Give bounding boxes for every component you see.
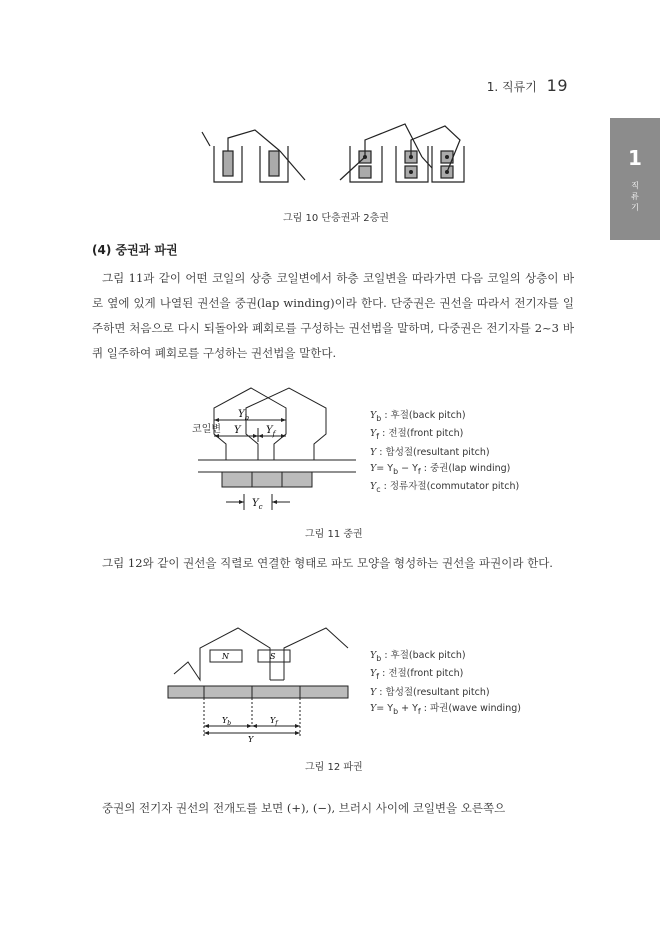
legend-row: $Y_f$ : 전절(front pitch) <box>370 668 464 682</box>
running-header <box>487 76 568 95</box>
figure-12-legend <box>370 648 521 719</box>
fig11-yf-label: $Y_f$ <box>266 425 276 438</box>
legend-row: $Y= Y_b + Y_f$ : 파권(wave winding) <box>370 702 521 716</box>
fig11-yb-label: $Y_b$ <box>238 409 250 422</box>
fig12-pole-s: S <box>270 652 276 661</box>
paragraph-lap-development: 중권의 전기자 권선의 전개도를 보면 (+), (−), 브러시 사이에 코일변을 오른쪽으 <box>102 801 506 815</box>
fig12-yf-label: $Y_f$ <box>270 716 278 727</box>
figure-11-caption: 그림 11 중권 <box>305 529 363 540</box>
chapter-side-tab <box>610 118 660 240</box>
figure-12-caption: 그림 12 파권 <box>305 762 363 773</box>
paragraph-wave-winding: 그림 12와 같이 권선을 직렬로 연결한 형태로 파도 모양을 형성하는 권선을 파권이라 한다. <box>102 556 553 570</box>
figure-10-diagram <box>200 120 490 200</box>
fig11-yc-label: $Y_c$ <box>252 498 263 511</box>
figure-11-legend <box>370 408 519 498</box>
tab-char-2: 류 <box>631 192 639 201</box>
fig12-y-label: Y <box>248 735 254 744</box>
coil-side-label: 코일변 <box>192 424 221 435</box>
chapter-tab-number: 1 <box>628 146 642 170</box>
fig12-yb-label: $Y_b$ <box>222 716 232 727</box>
chapter-title: 1. 직류기 <box>486 80 537 94</box>
figure-10-caption: 그림 10 단층권과 2층권 <box>283 213 389 224</box>
legend-row: $Y_b$ : 후절(back pitch) <box>370 650 466 663</box>
page-number: 19 <box>546 76 568 95</box>
fig11-y-label: Y <box>234 425 241 436</box>
chapter-tab-label <box>610 180 660 213</box>
tab-char-1: 직 <box>631 181 639 190</box>
fig12-pole-n: N <box>222 652 229 661</box>
legend-row: $Y= Y_b - Y_f$ : 중권(lap winding) <box>370 462 511 476</box>
legend-row: $Y_f$ : 전절(front pitch) <box>370 428 464 442</box>
legend-row: Y : 합성절(resultant pitch) <box>370 686 490 698</box>
legend-row: Y : 합성절(resultant pitch) <box>370 446 490 458</box>
figure-11-diagram <box>186 384 356 514</box>
legend-row: $Y_b$ : 후절(back pitch) <box>370 410 466 423</box>
tab-char-3: 기 <box>631 203 639 212</box>
paragraph-lap-winding: 그림 11과 같이 어떤 코일의 상층 코일변에서 하층 코일변을 따라가면 다음 코일의 상층이 바로 옆에 있게 나열된 권선을 중권(lap winding)이라 한다. 단중권은 권선을 따라서 전기자를 일주하면 처음으로 다시 되돌아와 폐회로를 구성하는 권선법을 말하며, 다중권은 전기자를 2~3 바퀴 일주하여 폐회로를 구성하는 권선법을 말한다. <box>92 271 574 360</box>
figure-12-diagram <box>166 624 356 744</box>
legend-row: $Y_c$ : 정류자절(commutator pitch) <box>370 481 520 494</box>
section-heading: (4) 중권과 파권 <box>92 243 178 257</box>
